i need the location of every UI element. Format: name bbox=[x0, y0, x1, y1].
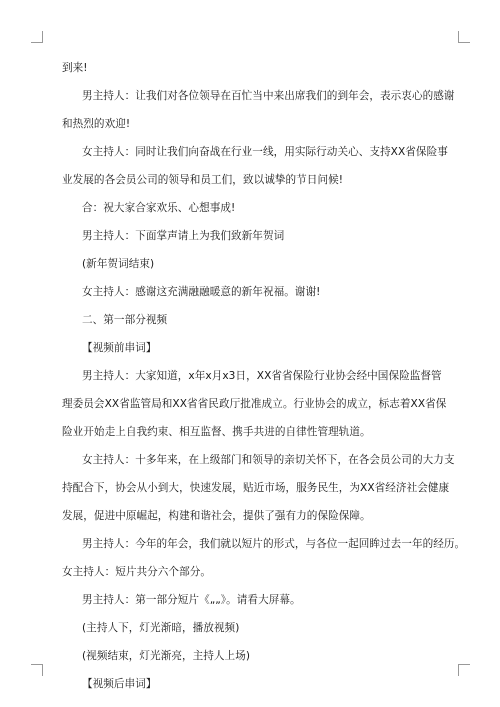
text-line: 和热烈的欢迎! bbox=[62, 118, 131, 130]
text-line: (主持人下，灯光渐暗，播放视频) bbox=[82, 622, 240, 634]
text-line: 业发展的各会员公司的领导和员工们，致以诚挚的节日问候! bbox=[62, 174, 344, 186]
text-line: 男主持人：让我们对各位领导在百忙当中来出席我们的到年会，表示衷心的感谢 bbox=[82, 90, 455, 102]
text-line: 理委员会XX省监管局和XX省省民政厅批准成立。行业协会的成立，标志着XX省保 bbox=[62, 398, 447, 410]
text-line: 发展，促进中原崛起，构建和谐社会，提供了强有力的保险保障。 bbox=[62, 510, 371, 522]
text-line: 女主持人：同时让我们向奋战在行业一线，用实际行动关心、支持XX省保险事 bbox=[82, 146, 448, 158]
text-line: 女主持人：感谢这充满融融暖意的新年祝福。谢谢! bbox=[82, 286, 321, 298]
crop-mark-bottom-right bbox=[458, 664, 470, 676]
text-line: 险业开始走上自我约束、相互监督、携手共进的自律性管理轨道。 bbox=[62, 426, 371, 438]
crop-mark-bottom-left bbox=[31, 664, 43, 676]
text-line: 到来! bbox=[62, 62, 88, 74]
text-line: 合：祝大家合家欢乐、心想事成! bbox=[82, 202, 236, 214]
text-line: (视频结束，灯光渐亮，主持人上场) bbox=[82, 650, 251, 662]
text-line: 持配合下，协会从小到大，快速发展，贴近市场，服务民生，为XX省经济社会健康 bbox=[62, 482, 450, 494]
text-line: 【视频后串词】 bbox=[82, 678, 157, 690]
text-line: 二、第一部分视频 bbox=[82, 314, 168, 326]
crop-mark-top-right bbox=[458, 31, 470, 43]
text-line: 女主持人：短片共分六个部分。 bbox=[62, 566, 212, 578]
text-line: 男主持人：大家知道，x年x月x3日，XX省省保险行业协会经中国保险监督管 bbox=[82, 370, 442, 382]
text-line: 女主持人：十多年来，在上级部门和领导的亲切关怀下，在各会员公司的大力支 bbox=[82, 454, 455, 466]
text-line: 男主持人：第一部分短片《„„》。请看大屏幕。 bbox=[82, 594, 301, 606]
text-line: 【视频前串词】 bbox=[82, 342, 157, 354]
text-line: (新年贺词结束) bbox=[82, 258, 155, 270]
text-line: 男主持人：今年的年会，我们就以短片的形式，与各位一起回眸过去一年的经历。 bbox=[82, 538, 466, 550]
crop-mark-top-left bbox=[31, 31, 43, 43]
text-line: 男主持人：下面掌声请上为我们致新年贺词 bbox=[82, 230, 285, 242]
